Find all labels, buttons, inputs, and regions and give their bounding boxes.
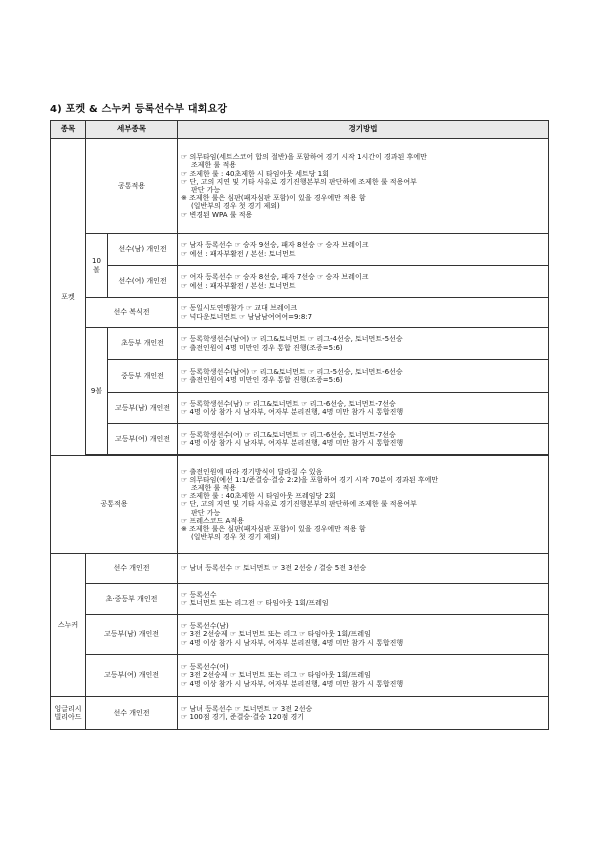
method-line: ☞ 출전인원에 따라 경기방식이 달라질 수 있음 (181, 467, 323, 476)
method-line: ☞ 남자 등록선수 ☞ 승자 9선승, 패자 8선승 ☞ 승자 브레이크 (181, 241, 369, 250)
table-row (51, 393, 549, 424)
competition-rules-table (50, 120, 549, 730)
method-line: ☞ 예선 : 패자부활전 / 본선: 토너먼트 (181, 281, 296, 290)
ball9-elem-method (178, 328, 549, 360)
event-name-line: 잉글리시 (54, 704, 82, 713)
method-line: ☞ 출전인원이 4명 미만인 경우 통합 진행(조증=5:6) (181, 343, 343, 352)
table-row (51, 298, 549, 328)
table-row (51, 360, 549, 393)
method-line: ☞ 단, 고의 지연 및 기타 사유로 경기진행본부의 판단하에 조제한 룰 적용여부 (181, 500, 417, 509)
table-row (51, 456, 549, 554)
ball10-women-method (178, 266, 549, 298)
header-event: 종목 (51, 121, 86, 139)
method-line: ☞ 남녀 등록선수 ☞ 토너먼트 ☞ 3전 2선승 (181, 704, 313, 713)
method-line: ☞ 등록선수(여) (181, 663, 229, 672)
ball9-high-women-method (178, 424, 549, 455)
ball9-high-women-label: 고등부(여) 개인전 (108, 424, 178, 455)
method-line: ☞ 4명 이상 참가 시 남자부, 여자부 분리진행, 4명 미만 참가 시 통합진행 (181, 638, 404, 647)
method-line: ☞ 토너먼트 또는 리그전 ☞ 타임아웃 1회/프레임 (181, 599, 329, 607)
method-line: ☞ 프레스코드 A적용 (181, 516, 244, 525)
method-line: ☞ 동일시도연맹참가 ☞ 교대 브레이크 (181, 304, 298, 313)
pocket-common-label: 공통적용 (86, 139, 178, 234)
snooker-elem-mid-method (178, 584, 549, 615)
english-player-method (178, 697, 549, 730)
header-method: 경기방법 (178, 121, 549, 139)
snooker-high-men-method (178, 615, 549, 655)
table-row (51, 234, 549, 266)
english-player-label: 선수 개인전 (86, 697, 178, 730)
table-row (51, 697, 549, 730)
method-line: ☞ 등록학생선수(남여) ☞ 리그&토너먼트 ☞ 리그-4선승, 토너먼트-5선승 (181, 335, 403, 344)
method-line: 조제한 룰 적용 (191, 161, 237, 170)
table-row (51, 584, 549, 615)
ball9-high-men-method (178, 393, 549, 424)
table-row (51, 655, 549, 697)
event-snooker: 스누커 (51, 554, 86, 697)
method-line: 조제한 룰 적용 (191, 483, 237, 492)
snooker-common-method (178, 456, 549, 554)
method-line: ☞ 등록학생선수(남) ☞ 리그&토너먼트 ☞ 리그-6선승, 토너먼트-7선승 (181, 399, 396, 408)
table-row (51, 424, 549, 455)
header-sub-event: 세부종목 (86, 121, 178, 139)
method-line: ☞ 100점 경기, 준결승·결승 120점 경기 (181, 713, 304, 721)
ball9-middle-label: 중등부 개인전 (108, 360, 178, 393)
method-line: 판단 가능 (191, 186, 221, 194)
method-line: ☞ 예선 : 패자부활전 / 본선: 토너먼트 (181, 249, 296, 258)
ball10-label: 10볼 (86, 234, 108, 298)
ball9-middle-method (178, 360, 549, 393)
event-english-billiards (51, 697, 86, 730)
table-row (51, 615, 549, 655)
ball9-high-men-label: 고등부(남) 개인전 (108, 393, 178, 424)
section-heading: 4) 포켓 & 스누커 등록선수부 대회요강 (50, 104, 228, 115)
doubles-label: 선수 복식전 (86, 298, 178, 328)
snooker-player-method (178, 554, 549, 584)
method-line: ☞ 4명 이상 참가 시 남자부, 여자부 분리진행, 4명 미만 참가 시 통합진행 (181, 439, 404, 447)
table-row (51, 139, 549, 234)
event-name-line: 빌리아드 (54, 713, 82, 721)
method-line: ☞ 등록학생선수(여) ☞ 리그&토너먼트 ☞ 리그-6선승, 토너먼트-7선승 (181, 430, 396, 439)
method-line: ☞ 3전 2선승제 ☞ 토너먼트 또는 리그 ☞ 타임아웃 1회/프레임 (181, 671, 371, 680)
method-line: ☞ 4명 이상 참가 시 남자부, 여자부 분리진행, 4명 미만 참가 시 통합진행 (181, 408, 404, 416)
method-line: ☞ 단, 고의 지연 및 기타 사유로 경기진행본부의 판단하에 조제한 룰 적용여부 (181, 177, 417, 186)
table-row (51, 328, 549, 360)
method-line: ☞ 변경된 WPA 룰 적용 (181, 210, 253, 219)
method-line: ☞ 의무타임(예선 1:1/준결승·결승 2:2)을 포함하여 경기 시작 70분이 경과된 후에만 (181, 475, 439, 484)
method-line: (일반부의 경우 첫 경기 제외) (191, 533, 280, 542)
method-line: ☞ 출전인원이 4명 미만인 경우 통합 진행(조증=5:6) (181, 376, 343, 384)
doubles-method (178, 298, 549, 328)
method-line: ☞ 남녀 등록선수 ☞ 토너먼트 ☞ 3전 2선승 / 결승 5전 3선승 (181, 564, 367, 573)
method-line: ※ 조제한 룰은 심판(패자심판 포함)이 있을 경우에만 적용 함 (181, 194, 366, 203)
method-line: ☞ 4명 이상 참가 시 남자부, 여자부 분리진행, 4명 미만 참가 시 통합진행 (181, 679, 404, 688)
snooker-high-women-method (178, 655, 549, 697)
pocket-common-method (178, 139, 549, 234)
snooker-high-men-label: 고등부(남) 개인전 (86, 615, 178, 655)
table-header-row (51, 121, 549, 139)
ball10-men-label: 선수(남) 개인전 (108, 234, 178, 266)
method-line: ☞ 의무타임(세트스코어 합의 절반)을 포함하여 경기 시작 1시간이 경과된 후에만 (181, 153, 427, 162)
method-line: ※ 조제한 룰은 심판(패자심판 포함)이 있을 경우에만 적용 함 (181, 525, 366, 533)
snooker-player-label: 선수 개인전 (86, 554, 178, 584)
snooker-high-women-label: 고등부(여) 개인전 (86, 655, 178, 697)
method-line: ☞ 3전 2선승제 ☞ 토너먼트 또는 리그 ☞ 타임아웃 1회/프레임 (181, 630, 371, 639)
ball10-men-method (178, 234, 549, 266)
method-line: ☞ 조제한 룰 : 40초제한 시 타임아웃 프레임당 2회 (181, 492, 336, 501)
table-row (51, 266, 549, 298)
ball9-elem-label: 초등부 개인전 (108, 328, 178, 360)
method-line: ☞ 여자 등록선수 ☞ 승자 8선승, 패자 7선승 ☞ 승자 브레이크 (181, 273, 369, 282)
ball9-label: 9볼 (86, 328, 108, 455)
method-line: ☞ 조제한 룰 : 40초제한 시 타임아웃 세트당 1회 (181, 169, 330, 178)
snooker-common-label: 공통적용 (51, 456, 178, 554)
method-line: ☞ 등록선수(남) (181, 622, 229, 631)
event-pocket: 포켓 (51, 139, 86, 456)
method-line: 판단 가능 (191, 508, 221, 517)
snooker-elem-mid-label: 초·중등부 개인전 (86, 584, 178, 615)
table-row (51, 554, 549, 584)
method-line: ☞ 넉다운토너먼트 ☞ 남남남여여여=9:8:7 (181, 312, 313, 321)
ball10-women-label: 선수(여) 개인전 (108, 266, 178, 298)
method-line: ☞ 등록선수 (181, 590, 217, 599)
method-line: (일반부의 경우 첫 경기 제외) (191, 202, 280, 211)
method-line: ☞ 등록학생선수(남여) ☞ 리그&토너먼트 ☞ 리그-5선승, 토너먼트-6선승 (181, 367, 403, 376)
